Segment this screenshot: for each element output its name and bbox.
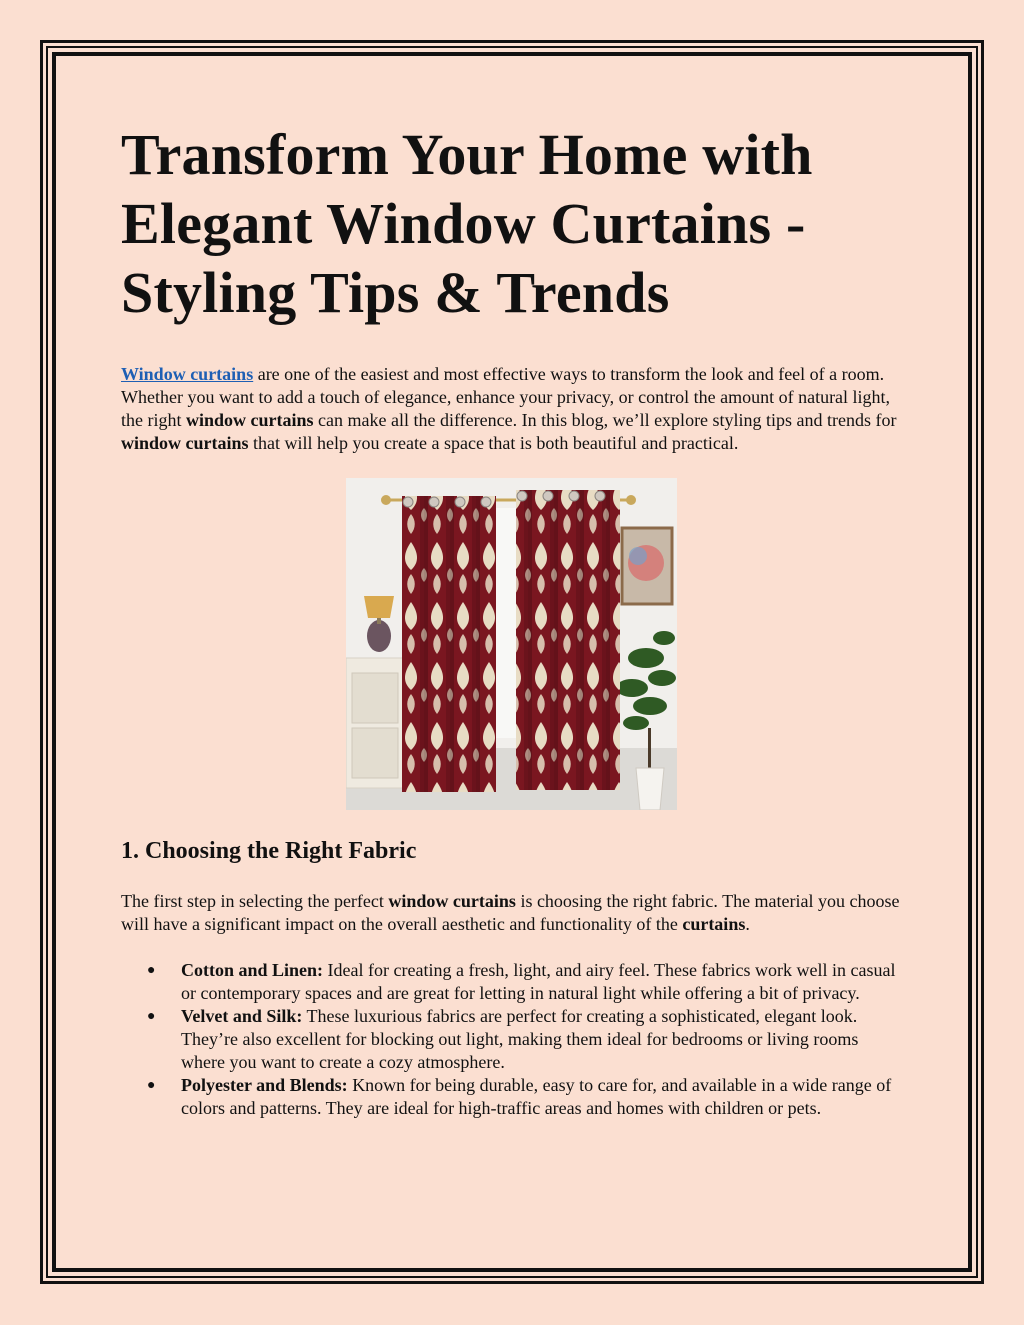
list-item-text: Known for being durable, easy to care for, and available in a wide range of colors and patterns. They are ideal for high-traffic areas and homes with children or pets.: [181, 1075, 892, 1118]
fabric-text-1: The first step in selecting the perfect: [121, 891, 389, 911]
list-item-label: Cotton and Linen:: [181, 960, 324, 980]
intro-bold-2: window curtains: [121, 433, 249, 453]
list-item-label: Velvet and Silk:: [181, 1006, 303, 1026]
list-item: [147, 1005, 906, 1074]
document-content: [121, 120, 906, 1120]
list-item: [147, 959, 906, 1005]
fabric-text-2: is choosing the right fabric. The material you choose will have a significant impact on the overall aesthetic and functionality of the: [121, 891, 900, 934]
fabric-bold-2: curtains: [682, 914, 746, 934]
curtains-photo: [346, 478, 677, 810]
fabric-intro-paragraph: [121, 890, 906, 936]
fabric-list: [121, 959, 906, 1120]
intro-paragraph: [121, 363, 906, 455]
intro-text-3: that will help you create a space that is both beautiful and practical.: [248, 433, 739, 453]
list-item: [147, 1074, 906, 1120]
list-item-label: Polyester and Blends:: [181, 1075, 348, 1095]
intro-text-2: can make all the difference. In this blog, we’ll explore styling tips and trends for: [313, 410, 897, 430]
list-item-text: Ideal for creating a fresh, light, and airy feel. These fabrics work well in casual or contemporary spaces and are great for letting in natural light while offering a bit of privacy.: [181, 960, 896, 1003]
intro-text-1: are one of the easiest and most effective ways to transform the look and feel of a room. Whether you want to add a touch of elegance, enhance your privacy, or control the amount of natural light, the right: [121, 364, 891, 430]
list-item-text: These luxurious fabrics are perfect for creating a sophisticated, elegant look. They’re also excellent for blocking out light, making them ideal for bedrooms or living rooms where you want to create a cozy atmosphere.: [181, 1006, 859, 1072]
intro-bold-1: window curtains: [186, 410, 314, 430]
bullet-icon: ●: [147, 1009, 156, 1024]
fabric-bold-1: window curtains: [388, 891, 516, 911]
section-heading-fabric: 1. Choosing the Right Fabric: [121, 838, 417, 864]
bullet-icon: ●: [147, 1078, 156, 1093]
bullet-icon: ●: [147, 963, 156, 978]
window-curtains-link[interactable]: Window curtains: [121, 364, 254, 384]
fabric-text-3: .: [745, 914, 750, 934]
page-title: Transform Your Home with Elegant Window Curtains - Styling Tips & Trends: [121, 122, 813, 325]
